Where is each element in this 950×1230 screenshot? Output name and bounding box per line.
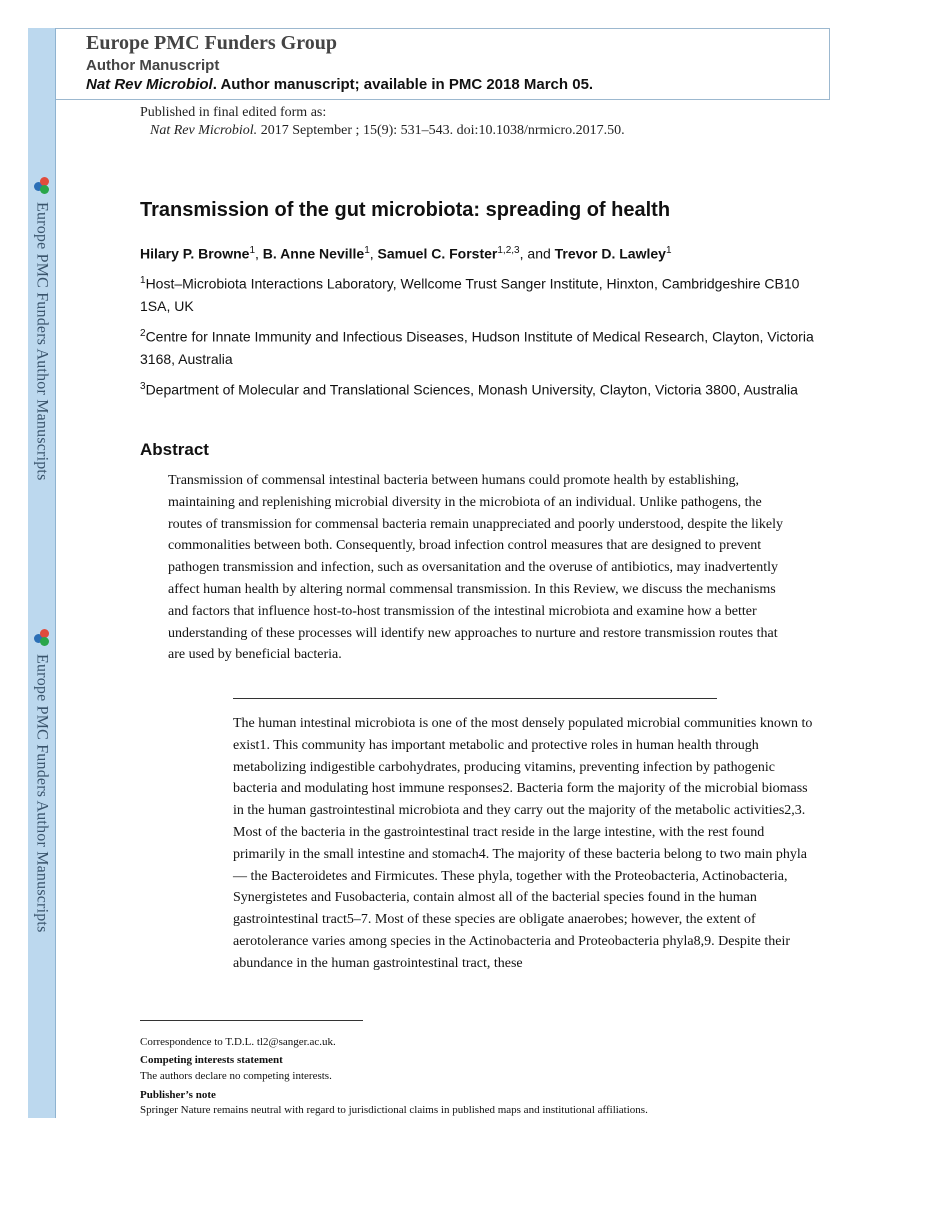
- author-affil-ref: 1: [249, 245, 256, 256]
- section-divider: [233, 698, 717, 699]
- correspondence-note: Correspondence to T.D.L. tl2@sanger.ac.uk.: [140, 1036, 336, 1048]
- availability-text: . Author manuscript; available in PMC 2018 March 05.: [212, 76, 594, 93]
- funders-group-title: Europe PMC Funders Group: [86, 32, 337, 54]
- citation-journal: Nat Rev Microbiol.: [150, 123, 258, 138]
- article-title: Transmission of the gut microbiota: spreading of health: [140, 199, 671, 221]
- author-name: Samuel C. Forster: [377, 245, 498, 262]
- author-affil-ref: 1: [665, 245, 672, 256]
- manuscript-type: Author Manuscript: [86, 57, 220, 74]
- manuscript-header: [56, 28, 830, 100]
- publisher-note-title: Publisher’s note: [140, 1089, 216, 1101]
- author-affil-ref: 1: [364, 245, 370, 256]
- author-sep: ,: [369, 245, 378, 262]
- affiliation-text: Department of Molecular and Translational Sciences, Monash University, Clayton, Victoria 3800, Australia: [145, 381, 798, 398]
- citation: [140, 122, 625, 140]
- affiliation-text: Host–Microbiota Interactions Laboratory, Wellcome Trust Sanger Institute, Hinxton, Cambridgeshire CB10 1SA, UK: [140, 275, 800, 314]
- citation-details: 2017 September ; 15(9): 531–543. doi:10.1038/nrmicro.2017.50.: [257, 123, 625, 138]
- author-list: [140, 245, 672, 262]
- body-paragraph: The human intestinal microbiota is one of the most densely populated microbial communities known to exist1. This community has important metabolic and protective roles in human health through metabolizing indigestible carbohydrates, producing vitamins, preventing infection by pathogenic bacteria and modulating host immune responses2. Bacteria form the majority of the microbial biomass in the human gastrointestinal microbiota and they carry out the majority of the metabolic activities2,3. Most of the bacteria in the gastrointestinal tract reside in the large intestine, with the rest found primarily in the small intestine and stomach4. The majority of these bacteria belong to two main phyla — the Bacteroidetes and Firmicutes. These phyla, together with the Proteobacteria, Actinobacteria, Synergistetes and Fusobacteria, contain almost all of the bacterial species found in the human gastrointestinal tract5–7. Most of these species are obligate anaerobes; however, the extent of aerotolerance varies among species in the Actinobacteria and Proteobacteria phyla8,9. Despite their abundance in the human gastrointestinal tract, these: [233, 716, 813, 971]
- footnote-divider: [140, 1020, 363, 1021]
- publisher-note-text: Springer Nature remains neutral with regard to jurisdictional claims in published maps and institutional affiliations.: [140, 1104, 648, 1116]
- europe-pmc-logo-icon: [33, 628, 51, 648]
- sidebar-label: Europe PMC Funders Author Manuscripts: [33, 202, 51, 481]
- sidebar-brand-top: [28, 176, 55, 481]
- author-sep: , and: [519, 245, 555, 262]
- author-sep: ,: [255, 245, 263, 262]
- sidebar-brand-bottom: [28, 628, 55, 933]
- affiliation-number: 1: [140, 275, 146, 286]
- author-affil-ref: 1,2,3: [497, 245, 520, 256]
- availability-line: [86, 76, 593, 93]
- europe-pmc-logo-icon: [33, 176, 51, 196]
- affiliation: [140, 270, 820, 317]
- affiliation-text: Centre for Innate Immunity and Infectious Diseases, Hudson Institute of Medical Research, Clayton, Victoria 3168, Australia: [140, 328, 814, 367]
- journal-name: Nat Rev Microbiol: [86, 76, 213, 93]
- affiliation: [140, 376, 820, 401]
- affiliation: [140, 323, 820, 370]
- affiliation-number: 2: [140, 328, 146, 339]
- published-label: Published in final edited form as:: [140, 105, 327, 120]
- abstract-text: Transmission of commensal intestinal bacteria between humans could promote health by establishing, maintaining and replenishing microbial diversity in the microbiota of an individual. Unlike pathogens, the routes of transmission for commensal bacteria remain unappreciated and poorly understood, despite the likely commonalities between both. Consequently, broad infection control measures that are designed to prevent pathogen transmission and infection, such as oversanitation and the overuse of antibiotics, may inadvertently affect human health by altering normal commensal transmission. In this Review, we discuss the mechanisms and factors that influence host-to-host transmission of the intestinal microbiota and examine how a better understanding of these processes will identify new approaches to nurture and restore transmission routes that are used by beneficial bacteria.: [168, 473, 784, 663]
- competing-interests-title: Competing interests statement: [140, 1054, 283, 1066]
- author-name: B. Anne Neville: [262, 245, 365, 262]
- sidebar-band: [28, 28, 56, 1118]
- publication-info: [140, 104, 625, 140]
- author-name: Trevor D. Lawley: [554, 245, 666, 262]
- competing-interests-text: The authors declare no competing interests.: [140, 1070, 332, 1082]
- sidebar-label: Europe PMC Funders Author Manuscripts: [33, 654, 51, 933]
- affiliation-number: 3: [140, 381, 146, 392]
- author-name: Hilary P. Browne: [140, 245, 250, 262]
- abstract-heading: Abstract: [140, 440, 209, 459]
